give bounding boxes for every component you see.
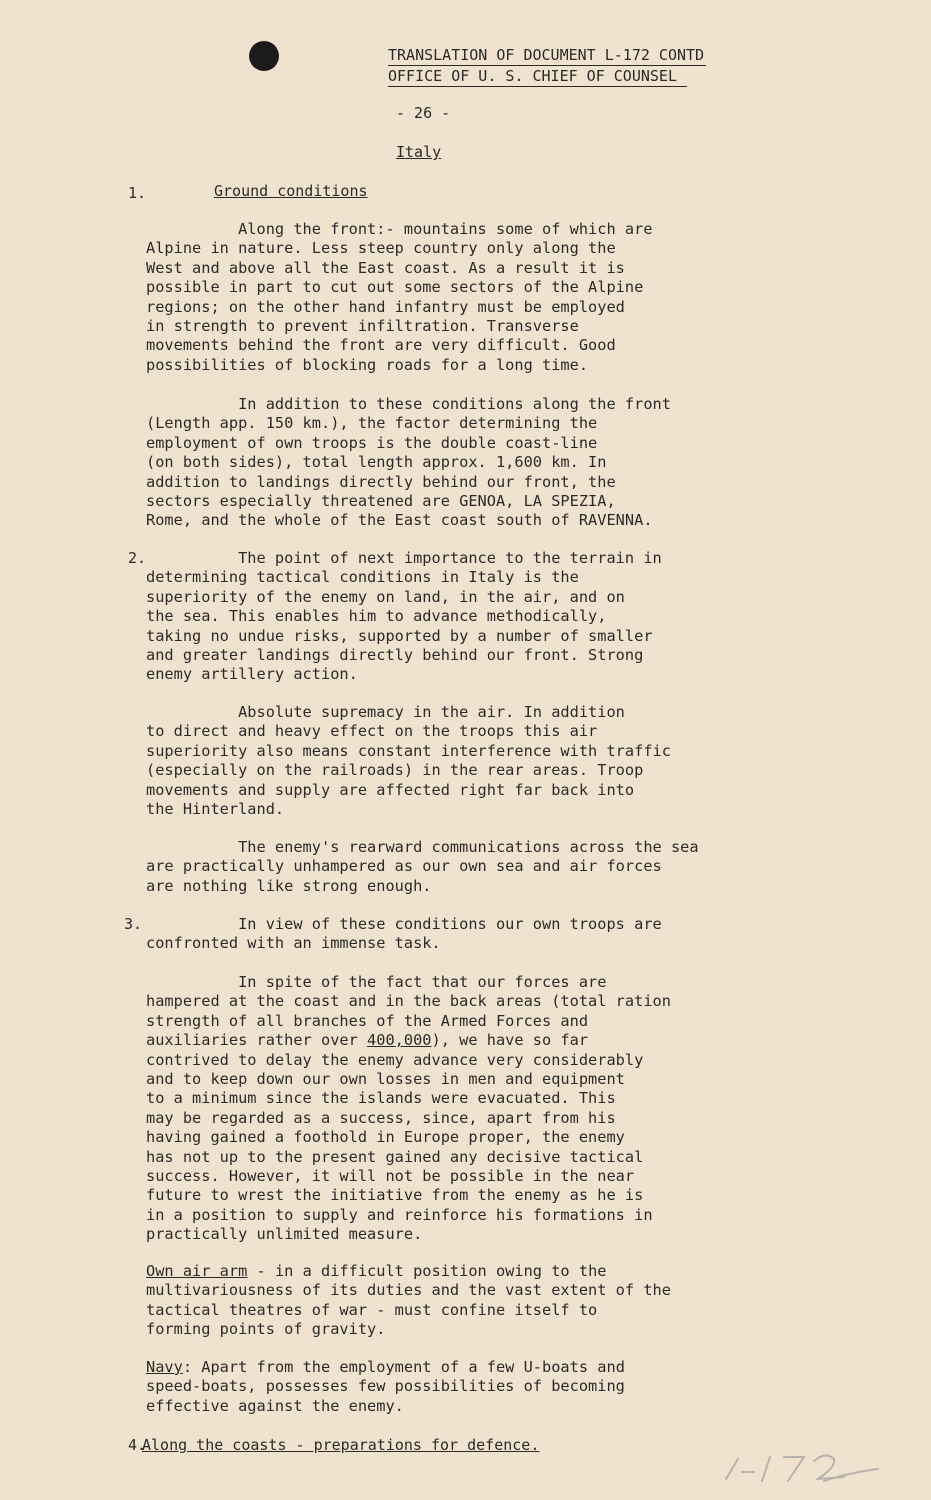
paragraph-coast-line: In addition to these conditions along the front (Length app. 150 km.), the factor determining the employment of own troops is the double coast-line (on both sides), total length approx. 1,600 km. In addition to landings directly behind our front, the sectors especially threatened are GENOA, LA SPEZIA, Rome, and the whole of the East coast south of RAVENNA. bbox=[146, 395, 671, 530]
page-number: - 26 - bbox=[396, 104, 451, 122]
paragraph-immense-task: In view of these conditions our own troops are confronted with an immense task. bbox=[146, 915, 662, 953]
own-air-arm-label: Own air arm bbox=[146, 1262, 248, 1280]
navy-label: Navy bbox=[146, 1358, 183, 1376]
punch-hole bbox=[249, 41, 279, 71]
handwritten-document-number bbox=[718, 1445, 888, 1489]
ration-strength-figure: 400,000 bbox=[367, 1031, 432, 1050]
section-2-number: 2. bbox=[128, 549, 147, 567]
paragraph-forces-hampered bbox=[146, 973, 746, 1245]
document-header bbox=[388, 45, 706, 87]
paragraph-sea-communications: The enemy's rearward communications across the sea are practically unhampered as our own sea and air forces are nothing like strong enough. bbox=[146, 838, 699, 895]
paragraph-air-supremacy: Absolute supremacy in the air. In addition to direct and heavy effect on the troops this air superiority also means constant interference with traffic (especially on the railroads) in the rear areas. Troop movements and supply are affected right far back into the Hinterland. bbox=[146, 703, 671, 819]
section-3-number: 3. bbox=[124, 915, 143, 933]
paragraph-enemy-superiority: The point of next importance to the terrain in determining tactical conditions in Italy is the superiority of the enemy on land, in the air, and on the sea. This enables him to advance methodically, taking no undue risks, supported by a number of smaller and greater landings directly behind our front. Strong enemy artillery action. bbox=[146, 549, 662, 684]
header-office-line: OFFICE OF U. S. CHIEF OF COUNSEL bbox=[388, 66, 687, 87]
paragraph-ground-front: Along the front:- mountains some of which are Alpine in nature. Less steep country only along the West and above all the East coast. As a result it is possible in part to cut out some sectors of the Alpine regions; on the other hand infantry must be employed in strength to prevent infiltration. Transverse movements behind the front are very difficult. Good possibilities of blocking roads for a long time. bbox=[146, 220, 653, 374]
page-title: Italy bbox=[396, 143, 442, 161]
section-4-heading: Along the coasts - preparations for defence. bbox=[142, 1436, 540, 1454]
forces-text-after: ), we have so far contrived to delay the enemy advance very considerably and to keep down our own losses in men and equipment to a minimum since the islands were evacuated. This may be regarded as a success, since, apart from his having gained a foothold in Europe proper, the enemy has not up to the present gained any decisive tactical success. However, it will not be possible in the near future to wrest the initiative from the enemy as he is in a position to supply and reinforce his formations in practically unlimited measure. bbox=[146, 1031, 653, 1244]
section-1-number: 1. bbox=[128, 184, 147, 202]
section-4-number: 4. bbox=[128, 1436, 147, 1454]
paragraph-navy bbox=[146, 1358, 746, 1416]
navy-text: : Apart from the employment of a few U-boats and speed-boats, possesses few possibilities of becoming effective against the enemy. bbox=[146, 1358, 625, 1415]
forces-text-before: In spite of the fact that our forces are hampered at the coast and in the back areas (total ration strength of all branches of the Armed Forces and auxiliaries rather over bbox=[146, 973, 671, 1050]
header-translation-line: TRANSLATION OF DOCUMENT L-172 CONTD bbox=[388, 46, 705, 64]
own-air-arm-text: - in a difficult position owing to the multivariousness of its duties and the vast extent of the tactical theatres of war - must confine itself to forming points of gravity. bbox=[146, 1262, 671, 1339]
paragraph-own-air-arm bbox=[146, 1262, 746, 1340]
section-1-heading: Ground conditions bbox=[214, 182, 368, 200]
